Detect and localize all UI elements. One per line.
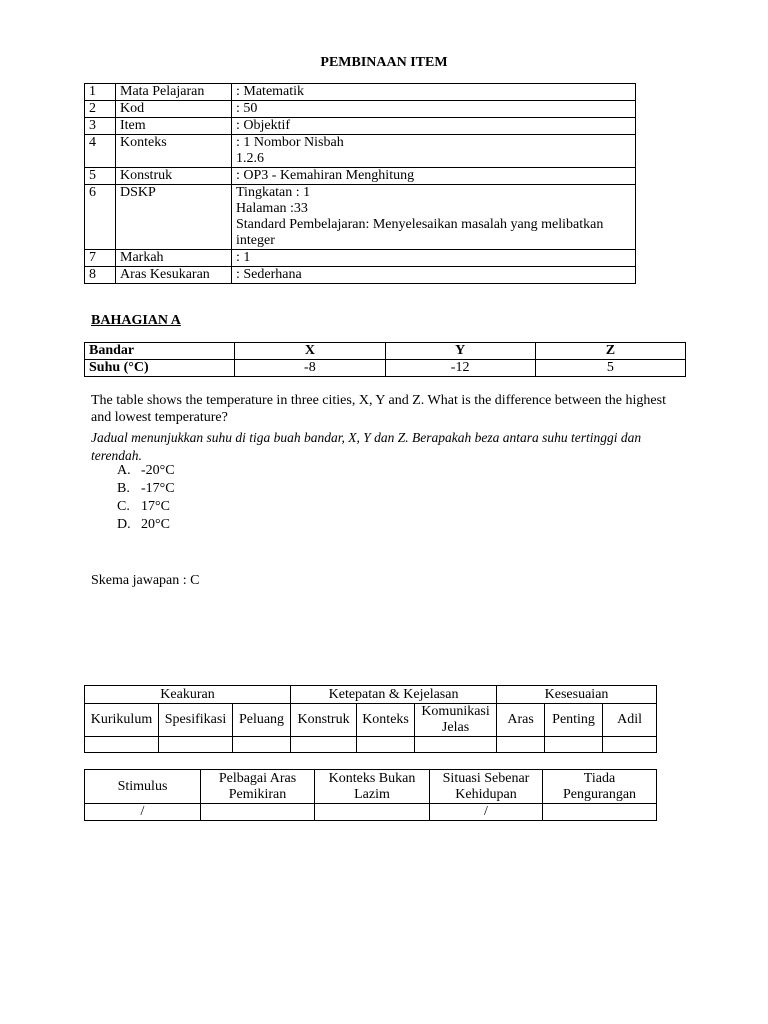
eval-cell [85, 737, 159, 753]
group-kesesuaian: Kesesuaian [497, 686, 657, 704]
header-city: Bandar [85, 343, 235, 360]
eval-cell [603, 737, 657, 753]
item-info-table [84, 83, 636, 284]
info-value-line: Halaman :33 [236, 201, 308, 216]
option-text: 20°C [141, 517, 170, 532]
crit-line1: Situasi Sebenar [442, 770, 530, 786]
col-adil: Adil [603, 704, 657, 737]
info-row-field: Item [116, 118, 232, 135]
eval-empty-row [85, 737, 657, 753]
info-row-field: Aras Kesukaran [116, 267, 232, 284]
col-spesifikasi: Spesifikasi [159, 704, 233, 737]
info-row-field: DSKP [116, 185, 232, 250]
criteria-mark-row [85, 804, 657, 821]
option-text: -17°C [141, 481, 175, 496]
info-row-value [232, 250, 636, 267]
info-value-line: : Sederhana [236, 267, 302, 282]
option-c [117, 499, 170, 515]
info-value-line: : Objektif [236, 118, 291, 133]
info-value-line: : Matematik [236, 84, 305, 99]
crit-line2: Pengurangan [562, 786, 637, 802]
option-d [117, 517, 170, 533]
info-row-number: 8 [85, 267, 116, 284]
criteria-table [84, 769, 657, 821]
info-value-line: Standard Pembelajaran: Menyelesaikan masalah yang melibatkan [236, 217, 604, 232]
crit-stimulus-label: Stimulus [117, 778, 168, 794]
crit-line1: Konteks Bukan [328, 770, 416, 786]
temperature-table [84, 342, 686, 377]
temp-x: -8 [235, 360, 385, 377]
evaluation-table [84, 685, 657, 753]
info-row-number: 6 [85, 185, 116, 250]
col-aras: Aras [497, 704, 545, 737]
section-heading: BAHAGIAN A [91, 313, 181, 328]
crit-line2: Kehidupan [455, 786, 517, 802]
crit-mark: / [430, 804, 543, 821]
option-letter: D. [117, 517, 131, 532]
info-row [85, 185, 636, 250]
info-row-value [232, 185, 636, 250]
group-ketepatan: Ketepatan & Kejelasan [291, 686, 497, 704]
col-komunikasi-line1: Komunikasi [421, 704, 490, 719]
eval-cell [545, 737, 603, 753]
info-row-value [232, 101, 636, 118]
info-row-number: 2 [85, 101, 116, 118]
crit-line2: Lazim [354, 786, 390, 802]
col-konstruk: Konstruk [291, 704, 357, 737]
info-row-number: 3 [85, 118, 116, 135]
info-row-field: Konstruk [116, 168, 232, 185]
option-letter: C. [117, 499, 130, 514]
crit-stimulus [85, 770, 201, 804]
temp-y: -12 [385, 360, 535, 377]
col-komunikasi-line2: Jelas [441, 720, 470, 735]
question-malay: Jadual menunjukkan suhu di tiga buah bandar, X, Y dan Z. Berapakah beza antara suhu tertinggi dan terendah. [91, 430, 642, 463]
info-row-field: Konteks [116, 135, 232, 168]
option-letter: A. [117, 463, 131, 478]
eval-cell [357, 737, 415, 753]
crit-mark [201, 804, 315, 821]
eval-group-row [85, 686, 657, 704]
crit-situasi-sebenar [430, 770, 543, 804]
info-row-number: 1 [85, 84, 116, 101]
crit-line1: Pelbagai Aras [218, 770, 297, 786]
info-row-value [232, 118, 636, 135]
temperature-header-row [85, 343, 686, 360]
answer-scheme: Skema jawapan : C [91, 573, 200, 588]
page-title: PEMBINAAN ITEM [320, 55, 448, 70]
col-peluang: Peluang [233, 704, 291, 737]
temperature-row [85, 360, 686, 377]
option-text: 17°C [141, 499, 170, 514]
info-value-line: integer [236, 233, 275, 248]
crit-mark: / [85, 804, 201, 821]
info-row [85, 84, 636, 101]
info-row-value [232, 135, 636, 168]
info-value-line: Tingkatan : 1 [236, 185, 311, 200]
group-keakuran: Keakuran [85, 686, 291, 704]
option-text: -20°C [141, 463, 175, 478]
info-value-line: : OP3 - Kemahiran Menghitung [236, 168, 415, 183]
crit-line1: Tiada [583, 770, 616, 786]
col-kurikulum: Kurikulum [85, 704, 159, 737]
info-value-line: : 1 Nombor Nisbah [236, 135, 344, 150]
crit-line2: Pemikiran [228, 786, 287, 802]
col-komunikasi-jelas [415, 704, 497, 737]
eval-cell [159, 737, 233, 753]
eval-cell [291, 737, 357, 753]
info-row [85, 101, 636, 118]
info-row-value [232, 267, 636, 284]
temp-z: 5 [535, 360, 685, 377]
col-konteks: Konteks [357, 704, 415, 737]
info-row [85, 135, 636, 168]
info-row [85, 250, 636, 267]
eval-column-row [85, 704, 657, 737]
header-y: Y [385, 343, 535, 360]
eval-cell [497, 737, 545, 753]
info-value-line: : 1 [236, 250, 251, 265]
question-english: The table shows the temperature in three cities, X, Y and Z. What is the difference between the highest and lowest temperature? [91, 393, 666, 425]
info-row-value [232, 168, 636, 185]
crit-pelbagai-aras [201, 770, 315, 804]
crit-mark [543, 804, 657, 821]
info-row [85, 118, 636, 135]
crit-mark [315, 804, 430, 821]
info-value-line: : 50 [236, 101, 258, 116]
crit-tiada-pengurangan [543, 770, 657, 804]
info-row-number: 5 [85, 168, 116, 185]
info-row-value [232, 84, 636, 101]
info-row-field: Kod [116, 101, 232, 118]
col-penting: Penting [545, 704, 603, 737]
info-row [85, 168, 636, 185]
info-row-field: Markah [116, 250, 232, 267]
header-z: Z [535, 343, 685, 360]
eval-cell [415, 737, 497, 753]
option-b [117, 481, 175, 497]
info-row-field: Mata Pelajaran [116, 84, 232, 101]
info-row [85, 267, 636, 284]
option-letter: B. [117, 481, 130, 496]
header-x: X [235, 343, 385, 360]
crit-konteks-bukan [315, 770, 430, 804]
row-label: Suhu (°C) [85, 360, 235, 377]
eval-cell [233, 737, 291, 753]
criteria-header-row [85, 770, 657, 804]
option-a [117, 463, 175, 479]
info-row-number: 7 [85, 250, 116, 267]
info-value-line: 1.2.6 [236, 151, 264, 166]
info-row-number: 4 [85, 135, 116, 168]
